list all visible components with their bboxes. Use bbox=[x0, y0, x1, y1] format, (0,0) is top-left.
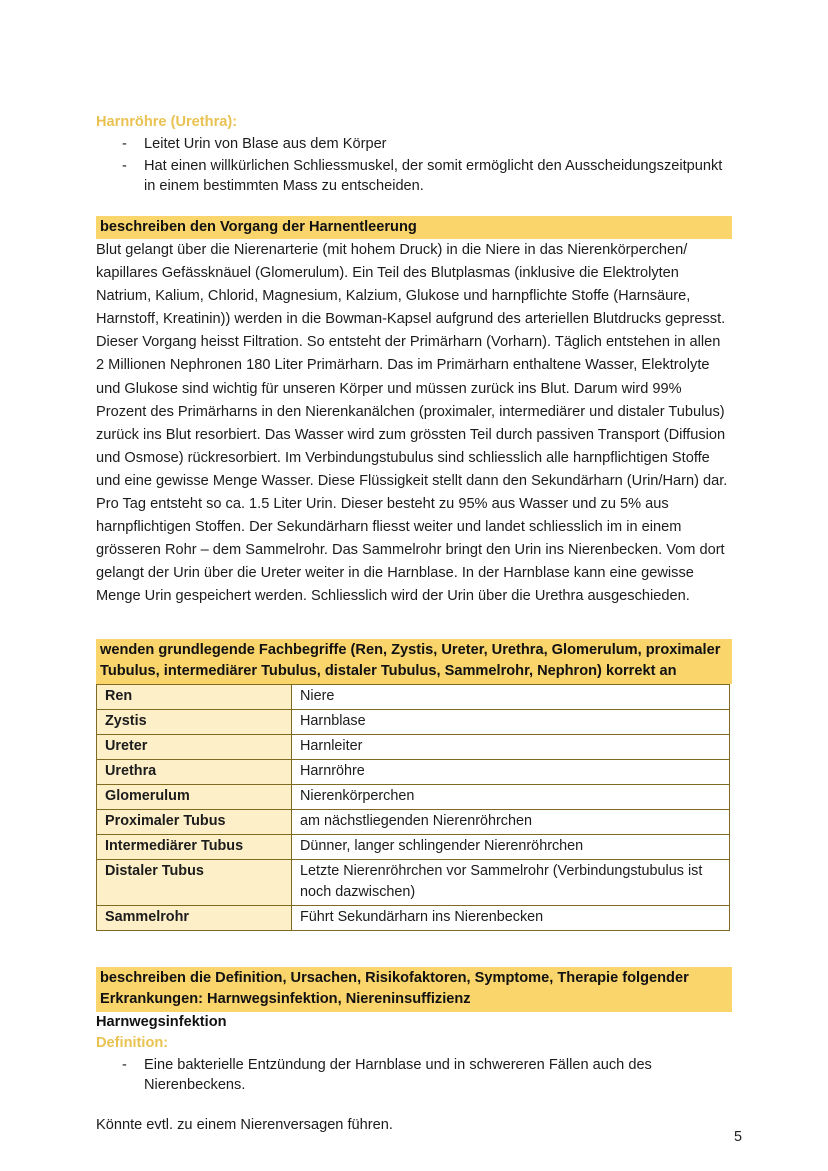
table-cell-term: Distaler Tubus bbox=[97, 859, 292, 905]
closing-line: Könnte evtl. zu einem Nierenversagen führen. bbox=[96, 1116, 393, 1133]
harnentleerung-heading-bar: beschreiben den Vorgang der Harnentleerung bbox=[96, 216, 732, 240]
page-content bbox=[96, 112, 732, 1136]
dash-bullet-icon: - bbox=[122, 136, 127, 152]
table-row bbox=[97, 684, 730, 709]
table-row bbox=[97, 709, 730, 734]
table-row bbox=[97, 809, 730, 834]
table-cell-term: Proximaler Tubus bbox=[97, 809, 292, 834]
table-row bbox=[97, 859, 730, 905]
urethra-bullet-list bbox=[96, 134, 732, 197]
list-item bbox=[96, 156, 732, 197]
table-cell-definition: Harnröhre bbox=[292, 759, 730, 784]
table-cell-definition: am nächstliegenden Nierenröhrchen bbox=[292, 809, 730, 834]
table-cell-term: Ren bbox=[97, 684, 292, 709]
table-cell-term: Intermediärer Tubus bbox=[97, 834, 292, 859]
list-item-label: Leitet Urin von Blase aus dem Körper bbox=[144, 136, 387, 152]
erkrankungen-subtitle: Harnwegsinfektion bbox=[96, 1013, 227, 1030]
table-row bbox=[97, 834, 730, 859]
definition-label: Definition: bbox=[96, 1034, 169, 1051]
section-urethra bbox=[96, 112, 732, 197]
table-cell-definition: Führt Sekundärharn ins Nierenbecken bbox=[292, 905, 730, 930]
spacer bbox=[96, 198, 732, 216]
list-item-label: Hat einen willkürlichen Schliessmuskel, der somit ermöglicht den Ausscheidungszeitpunkt in einem bestimmten Mass zu entscheiden. bbox=[144, 157, 723, 194]
table-cell-term: Urethra bbox=[97, 759, 292, 784]
dash-bullet-icon: - bbox=[122, 1056, 127, 1073]
list-item bbox=[96, 134, 732, 155]
table-cell-definition: Harnblase bbox=[292, 709, 730, 734]
urethra-heading: Harnröhre (Urethra): bbox=[96, 114, 238, 130]
table-cell-definition: Dünner, langer schlingender Nierenröhrchen bbox=[292, 834, 730, 859]
table-cell-definition: Niere bbox=[292, 684, 730, 709]
spacer bbox=[96, 609, 732, 639]
page-number: 5 bbox=[733, 1129, 742, 1145]
fachbegriffe-heading-bar: wenden grundlegende Fachbegriffe (Ren, Zystis, Ureter, Urethra, Glomerulum, proximaler Tubulus, intermediärer Tubulus, distaler Tubulus, Sammelrohr, Nephron) korrekt an bbox=[96, 639, 732, 684]
dash-bullet-icon: - bbox=[122, 157, 127, 174]
table-row bbox=[97, 759, 730, 784]
table-cell-term: Glomerulum bbox=[97, 784, 292, 809]
table-body bbox=[97, 684, 730, 930]
fachbegriffe-table bbox=[96, 684, 730, 931]
section-erkrankungen bbox=[96, 967, 732, 1136]
table-row bbox=[97, 784, 730, 809]
table-cell-definition: Nierenkörperchen bbox=[292, 784, 730, 809]
table-row bbox=[97, 734, 730, 759]
table-cell-term: Sammelrohr bbox=[97, 905, 292, 930]
harnentleerung-paragraph: Blut gelangt über die Nierenarterie (mit hohem Druck) in die Niere in das Nierenkörperchen/ kapillares Gefässknäuel (Glomerulum). Ein Teil des Blutplasmas (inklusive die Elektrolyten Natrium, Kalium, Chlorid, Magnesium, Kalzium, Glukose und harnpflichte Stoffe (Harnsäure, Harnstoff, Kreatinin)) werden in die Bowman-Kapsel aufgrund des arteriellen Blutdrucks gepresst. Dieser Vorgang heisst Filtration. So entsteht der Primärharn (Vorharn). Täglich entstehen in allen 2 Millionen Nephronen 180 Liter Primärharn. Das im Primärharn enthaltene Wasser, Elektrolyte und Glukose sind wichtig für unseren Körper und müssen zurück ins Blut. Darum wird 99% Prozent des Primärharns in den Nierenkanälchen (proximaler, intermediärer und distaler Tubulus) zurück ins Blut resorbiert. Das Wasser wird zum grössten Teil durch passiven Transport (Diffusion und Osmose) rückresorbiert. Im Verbindungstubulus sind schliesslich alle harnpflichtigen Stoffe und eine gewisse Menge Wasser. Diese Flüssigkeit stellt dann den Sekundärharn (Urin/Harn) dar. Pro Tag entsteht so ca. 1.5 Liter Urin. Dieser besteht zu 95% aus Wasser und zu 5% aus harnpflichtigen Stoffen. Der Sekundärharn fliesst weiter und landet schliesslich im in einem grösseren Rohr – dem Sammelrohr. Das Sammelrohr bringt den Urin ins Nierenbecken. Vom dort gelangt der Urin über die Ureter weiter in die Harnblase. In der Harnblase kann eine gewisse Menge Urin gespeichert werden. Schliesslich wird der Urin über die Urethra ausgeschieden. bbox=[96, 242, 728, 605]
spacer bbox=[96, 1097, 732, 1115]
table-cell-definition: Harnleiter bbox=[292, 734, 730, 759]
erkrankungen-bullet-list bbox=[96, 1055, 732, 1096]
erkrankungen-heading-bar: beschreiben die Definition, Ursachen, Risikofaktoren, Symptome, Therapie folgender Erkrankungen: Harnwegsinfektion, Niereninsuffizienz bbox=[96, 967, 732, 1012]
list-item-label: Eine bakterielle Entzündung der Harnblase und in schwereren Fällen auch des Nierenbeckens. bbox=[144, 1056, 652, 1093]
section-fachbegriffe bbox=[96, 639, 732, 931]
table-row bbox=[97, 905, 730, 930]
table-cell-term: Zystis bbox=[97, 709, 292, 734]
list-item bbox=[96, 1055, 732, 1096]
spacer bbox=[96, 931, 732, 967]
section-harnentleerung bbox=[96, 216, 732, 609]
table-cell-term: Ureter bbox=[97, 734, 292, 759]
table-cell-definition: Letzte Nierenröhrchen vor Sammelrohr (Verbindungstubulus ist noch dazwischen) bbox=[292, 859, 730, 905]
